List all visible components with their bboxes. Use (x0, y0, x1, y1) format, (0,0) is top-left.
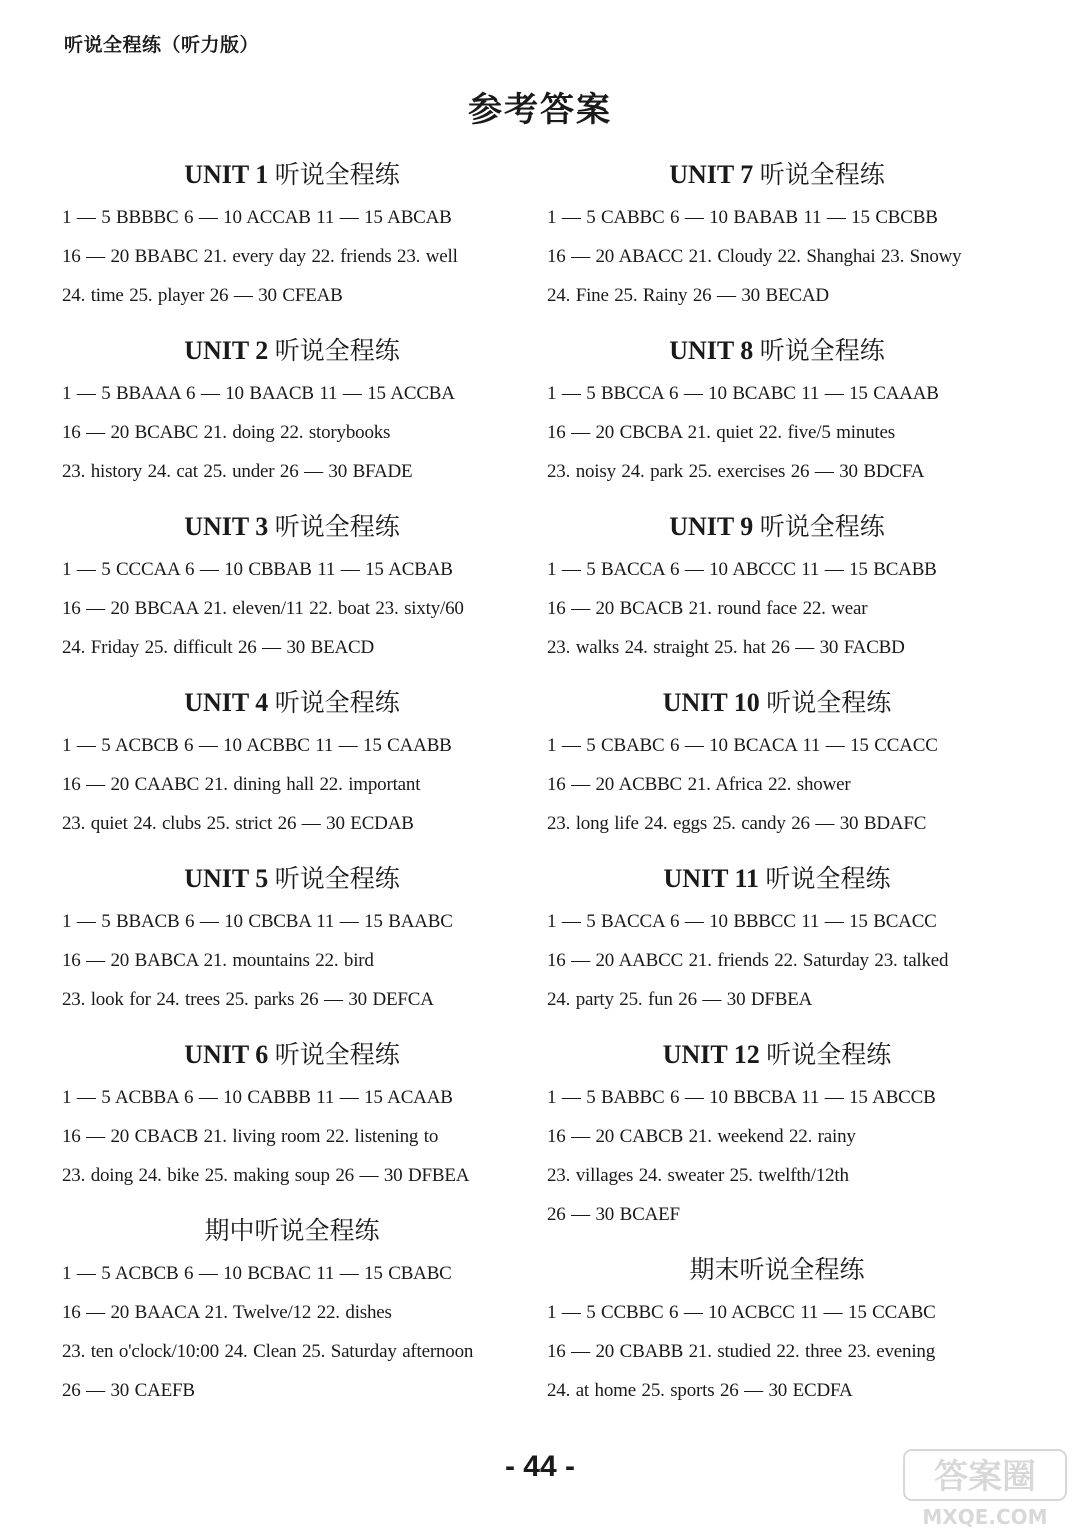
answer-row: 23. long life 24. eggs 25. candy 26 — 30 BDAFC (547, 813, 927, 834)
answer-row: 23. noisy 24. park 25. exercises 26 — 30 BDCFA (547, 461, 925, 482)
answer-row: 23. look for 24. trees 25. parks 26 — 30 DEFCA (62, 989, 434, 1010)
answer-row: 16 — 20 ABACC 21. Cloudy 22. Shanghai 23. Snowy (547, 246, 962, 267)
section-heading-en: UNIT 7 (669, 160, 754, 189)
section-heading-en: UNIT 9 (669, 512, 754, 541)
answer-row: 16 — 20 BCABC 21. doing 22. storybooks (62, 422, 391, 443)
answer-row: 1 — 5 BACCA 6 — 10 BBBCC 11 — 15 BCACC (547, 911, 937, 932)
page-number: - 44 - (504, 1450, 576, 1483)
answer-section-final (547, 1247, 1017, 1423)
answer-row: 16 — 20 BAACA 21. Twelve/12 22. dishes (62, 1302, 392, 1323)
answer-section-unit-2 (62, 328, 532, 504)
section-heading-en: UNIT 2 (184, 336, 269, 365)
section-heading (537, 1032, 1017, 1078)
section-heading-en: UNIT 12 (662, 1040, 760, 1069)
answer-row: 23. doing 24. bike 25. making soup 26 — 30 DFBEA (62, 1165, 470, 1186)
section-heading (52, 1208, 532, 1254)
answer-row: 16 — 20 CABCB 21. weekend 22. rainy (547, 1126, 856, 1147)
answer-row: 1 — 5 CBABC 6 — 10 BCACA 11 — 15 CCACC (547, 735, 938, 756)
section-heading-zh: 听说全程练 (759, 512, 885, 541)
answer-row: 16 — 20 BABCA 21. mountains 22. bird (62, 950, 374, 971)
page-title: 参考答案 (468, 90, 612, 130)
answer-section-unit-3 (62, 504, 532, 680)
series-header: 听说全程练（听力版） (64, 34, 260, 56)
section-heading-en: UNIT 11 (663, 864, 760, 893)
answer-row: 23. walks 24. straight 25. hat 26 — 30 FACBD (547, 637, 905, 658)
answer-row: 16 — 20 ACBBC 21. Africa 22. shower (547, 774, 851, 795)
section-heading-zh: 听说全程练 (274, 160, 400, 189)
answer-section-midterm (62, 1208, 532, 1401)
answer-section-unit-5 (62, 856, 532, 1032)
answer-row: 1 — 5 ACBCB 6 — 10 BCBAC 11 — 15 CBABC (62, 1263, 452, 1284)
answer-section-unit-6 (62, 1032, 532, 1208)
answer-row: 24. time 25. player 26 — 30 CFEAB (62, 285, 343, 306)
answer-row: 16 — 20 BBCAA 21. eleven/11 22. boat 23. sixty/60 (62, 598, 464, 619)
section-heading-zh: 听说全程练 (274, 512, 400, 541)
section-heading (537, 504, 1017, 550)
section-heading (52, 680, 532, 726)
answer-row: 24. Friday 25. difficult 26 — 30 BEACD (62, 637, 375, 658)
answer-row: 16 — 20 CBACB 21. living room 22. listening to (62, 1126, 439, 1147)
section-heading-en: UNIT 6 (184, 1040, 269, 1069)
section-heading (52, 152, 532, 198)
section-heading-zh: 听说全程练 (274, 688, 400, 717)
section-heading-en: UNIT 5 (184, 864, 269, 893)
answer-row: 1 — 5 CCCAA 6 — 10 CBBAB 11 — 15 ACBAB (62, 559, 453, 580)
section-heading (52, 856, 532, 902)
section-heading-zh: 听说全程练 (274, 1040, 400, 1069)
answer-row: 23. history 24. cat 25. under 26 — 30 BFADE (62, 461, 413, 482)
answer-section-unit-1 (62, 152, 532, 328)
section-heading-zh: 听说全程练 (274, 864, 400, 893)
answer-row: 1 — 5 BBACB 6 — 10 CBCBA 11 — 15 BAABC (62, 911, 453, 932)
section-heading-zh: 听说全程练 (759, 160, 885, 189)
answer-section-unit-8 (547, 328, 1017, 504)
answer-row: 23. quiet 24. clubs 25. strict 26 — 30 ECDAB (62, 813, 414, 834)
answer-row: 1 — 5 ACBCB 6 — 10 ACBBC 11 — 15 CAABB (62, 735, 452, 756)
section-heading-zh: 期末听说全程练 (689, 1255, 865, 1284)
section-heading (52, 1032, 532, 1078)
section-heading (537, 680, 1017, 726)
answer-row: 26 — 30 BCAEF (547, 1204, 680, 1225)
answer-row: 23. villages 24. sweater 25. twelfth/12th (547, 1165, 849, 1186)
answer-row: 16 — 20 CBCBA 21. quiet 22. five/5 minutes (547, 422, 895, 443)
section-heading (537, 328, 1017, 374)
section-heading (537, 1247, 1017, 1293)
section-heading (52, 328, 532, 374)
answer-row: 1 — 5 ACBBA 6 — 10 CABBB 11 — 15 ACAAB (62, 1087, 453, 1108)
section-heading-en: UNIT 4 (184, 688, 269, 717)
section-heading (52, 504, 532, 550)
section-heading (537, 856, 1017, 902)
right-column (547, 152, 1017, 1423)
answer-row: 23. ten o'clock/10:00 24. Clean 25. Saturday afternoon (62, 1341, 474, 1362)
answer-row: 1 — 5 BABBC 6 — 10 BBCBA 11 — 15 ABCCB (547, 1087, 936, 1108)
section-heading-en: UNIT 10 (662, 688, 760, 717)
answer-section-unit-10 (547, 680, 1017, 856)
answer-row: 16 — 20 AABCC 21. friends 22. Saturday 23. talked (547, 950, 949, 971)
section-heading-zh: 期中听说全程练 (204, 1216, 380, 1245)
answer-row: 24. Fine 25. Rainy 26 — 30 BECAD (547, 285, 829, 306)
left-column (62, 152, 532, 1401)
answer-row: 16 — 20 CAABC 21. dining hall 22. important (62, 774, 421, 795)
answer-row: 16 — 20 BCACB 21. round face 22. wear (547, 598, 868, 619)
answer-row: 24. party 25. fun 26 — 30 DFBEA (547, 989, 813, 1010)
section-heading-zh: 听说全程练 (759, 336, 885, 365)
watermark-text-bottom: MXQE.COM (922, 1505, 1048, 1529)
watermark-logo (900, 1446, 1070, 1530)
section-heading-en: UNIT 3 (184, 512, 269, 541)
answer-section-unit-7 (547, 152, 1017, 328)
answer-row: 26 — 30 CAEFB (62, 1380, 195, 1401)
answer-row: 1 — 5 CABBC 6 — 10 BABAB 11 — 15 CBCBB (547, 207, 938, 228)
answer-row: 1 — 5 CCBBC 6 — 10 ACBCC 11 — 15 CCABC (547, 1302, 936, 1323)
answer-row: 1 — 5 BACCA 6 — 10 ABCCC 11 — 15 BCABB (547, 559, 937, 580)
answer-row: 1 — 5 BBAAA 6 — 10 BAACB 11 — 15 ACCBA (62, 383, 455, 404)
section-heading-en: UNIT 8 (669, 336, 754, 365)
watermark-text-top: 答案圈 (934, 1457, 1036, 1497)
answer-row: 16 — 20 BBABC 21. every day 22. friends 23. well (62, 246, 458, 267)
section-heading (537, 152, 1017, 198)
answer-section-unit-4 (62, 680, 532, 856)
answer-section-unit-12 (547, 1032, 1017, 1247)
section-heading-zh: 听说全程练 (766, 1040, 892, 1069)
answer-row: 24. at home 25. sports 26 — 30 ECDFA (547, 1380, 853, 1401)
section-heading-zh: 听说全程练 (766, 688, 892, 717)
answer-row: 1 — 5 BBBBC 6 — 10 ACCAB 11 — 15 ABCAB (62, 207, 452, 228)
answer-row: 1 — 5 BBCCA 6 — 10 BCABC 11 — 15 CAAAB (547, 383, 939, 404)
section-heading-zh: 听说全程练 (765, 864, 891, 893)
section-heading-en: UNIT 1 (184, 160, 269, 189)
answer-section-unit-9 (547, 504, 1017, 680)
answer-row: 16 — 20 CBABB 21. studied 22. three 23. evening (547, 1341, 936, 1362)
section-heading-zh: 听说全程练 (274, 336, 400, 365)
answer-section-unit-11 (547, 856, 1017, 1032)
